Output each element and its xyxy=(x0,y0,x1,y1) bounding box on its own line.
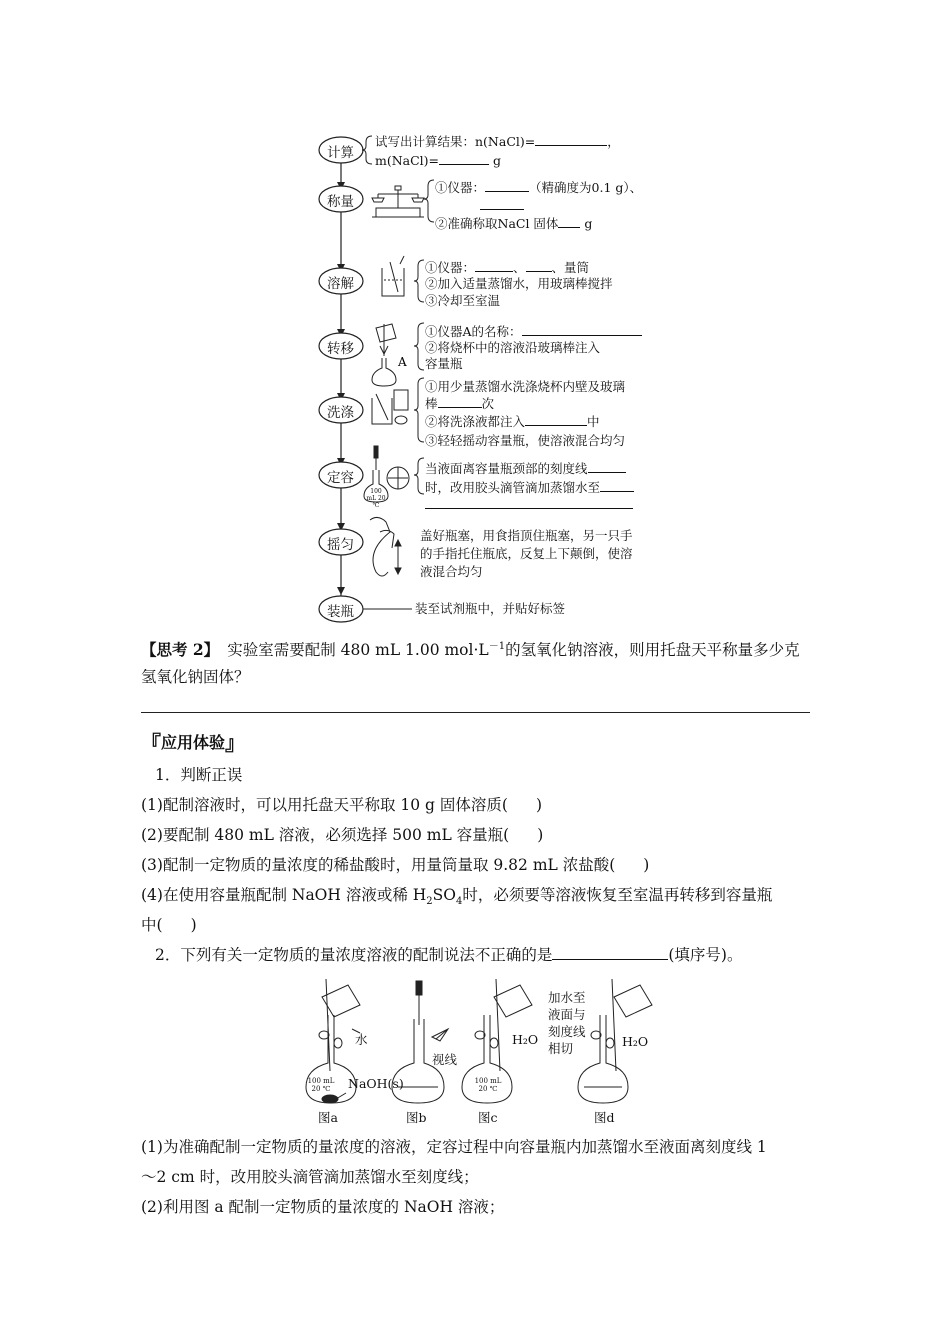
close-paren: ) xyxy=(535,796,542,814)
brace-wash xyxy=(414,378,424,442)
wash-text: 次 xyxy=(481,396,495,411)
q2-title xyxy=(155,944,742,966)
q1-item-3 xyxy=(141,854,649,876)
balance-icon xyxy=(372,186,424,217)
wash-text: ②将洗涤液都注入 xyxy=(425,414,526,429)
flow-arrow-7 xyxy=(337,587,345,595)
think2-text: 的氢氧化钠溶液，则用托盘天平称量多少克 xyxy=(505,641,800,660)
brace-transfer xyxy=(414,323,424,370)
q1-item-text: 中( xyxy=(141,916,163,934)
caption-fig-a: 图a xyxy=(318,1110,338,1125)
q1-title: 1．判断正误 xyxy=(155,766,243,784)
section-divider xyxy=(141,712,810,713)
step-label-transfer: 转移 xyxy=(327,341,354,357)
think2-line-2: 氢氧化钠固体？ xyxy=(141,668,250,686)
answer-blank xyxy=(438,394,482,408)
beaker-icon xyxy=(382,256,404,296)
fig-d-note-4: 相切 xyxy=(548,1041,574,1056)
answer-blank xyxy=(558,214,580,228)
answer-blank xyxy=(439,151,489,165)
close-paren: ) xyxy=(190,916,197,934)
wash-line-4: ③轻轻摇动容量瓶，使溶液混合均匀 xyxy=(425,433,626,448)
q1-item-4: (4)在使用容量瓶配制 NaOH 溶液或稀 $H_2SO_4$时，必须要等溶液恢复至室温再转移到容量瓶 xyxy=(141,886,773,908)
step-label-wash: 洗涤 xyxy=(327,405,354,421)
dissolve-text: 、量筒 xyxy=(551,260,590,275)
brace-dissolve xyxy=(414,260,424,302)
wash-text: 中 xyxy=(587,414,600,429)
transfer-apparatus-icon xyxy=(372,324,396,386)
calc-line-2 xyxy=(375,151,501,169)
fig-d-water-label: H₂O xyxy=(622,1034,649,1049)
caption-fig-b: 图b xyxy=(406,1110,427,1125)
weigh-text: ①仪器： xyxy=(435,180,486,195)
q2-item-1-line-2: ～2 cm 时，改用胶头滴管滴加蒸馏水至刻度线； xyxy=(141,1168,479,1186)
q1-item-text: (1)配制溶液时，可以用托盘天平称取 10 g 固体溶质( xyxy=(141,796,508,814)
experiment-figures xyxy=(290,975,670,1125)
fig-d-note-1: 加水至 xyxy=(548,990,586,1005)
step-label-shake: 摇匀 xyxy=(327,537,354,553)
step-label-calc: 计算 xyxy=(327,145,354,161)
q1-item-4-line-2 xyxy=(141,914,197,936)
shake-line-1: 盖好瓶塞，用食指顶住瓶塞，另一只手 xyxy=(420,528,633,543)
q1-item-1 xyxy=(141,794,542,816)
fig-c-water-label: H₂O xyxy=(512,1032,539,1047)
q1-item-text: 时，必须要等溶液恢复至室温再转移到容量瓶 xyxy=(462,886,773,904)
fig-c-flask-label: 100 mL 20 ℃ xyxy=(474,1077,502,1093)
answer-blank xyxy=(522,322,642,336)
constant-volume-line-1 xyxy=(425,459,626,477)
fig-d-note-3: 刻度线 xyxy=(548,1024,586,1039)
q1-item-text: (4)在使用容量瓶配制 NaOH 溶液或稀 H xyxy=(141,886,427,904)
q2-text: (填序号)。 xyxy=(668,946,743,964)
weigh-line-1 xyxy=(435,178,642,196)
step-label-dissolve: 溶解 xyxy=(327,276,354,292)
answer-blank xyxy=(525,412,587,426)
dissolve-line-2: ②加入适量蒸馏水，用玻璃棒搅拌 xyxy=(425,276,613,291)
wash-text: 棒 xyxy=(425,396,438,411)
answer-blank xyxy=(526,258,552,272)
answer-blank xyxy=(485,178,529,192)
constant-volume-line-2 xyxy=(425,478,634,496)
transfer-label-a: A xyxy=(398,355,407,369)
calc-text: ， xyxy=(607,134,620,149)
step-label-weigh: 称量 xyxy=(327,194,354,210)
wash-apparatus-icon xyxy=(372,390,408,424)
think2-text: 实验室需要配制 480 mL 1.00 mol·L xyxy=(227,641,489,660)
bottle-line-1: 装至试剂瓶中，并贴好标签 xyxy=(415,601,566,616)
q1-item-text: (2)要配制 480 mL 溶液，必须选择 500 mL 容量瓶( xyxy=(141,826,510,844)
q2-text: 2．下列有关一定物质的量浓度溶液的配制说法不正确的是 xyxy=(155,946,553,964)
close-paren: ) xyxy=(537,826,544,844)
transfer-line-3: 容量瓶 xyxy=(425,356,463,371)
wash-line-2 xyxy=(425,394,494,412)
brace-weigh xyxy=(424,180,434,222)
answer-blank xyxy=(588,459,626,473)
dissolve-line-3: ③冷却至室温 xyxy=(425,293,501,308)
think2-label: 【思考 2】 xyxy=(141,640,220,660)
shake-line-3: 液混合均匀 xyxy=(420,564,483,579)
fig-a-naoh-label: NaOH(s) xyxy=(348,1076,404,1091)
dissolve-text: 、 xyxy=(513,260,526,275)
q1-item-2 xyxy=(141,824,543,846)
fig-a-water-label: 水 xyxy=(355,1032,368,1047)
shake-hands-icon xyxy=(370,517,401,576)
answer-blank xyxy=(535,132,607,146)
weigh-text: ②准确称取NaCl 固体 xyxy=(435,216,559,231)
answer-blank xyxy=(552,944,668,960)
answer-blank xyxy=(475,258,513,272)
q2-item-2: (2)利用图 a 配制一定物质的量浓度的 NaOH 溶液； xyxy=(141,1198,505,1216)
dissolve-line-1 xyxy=(425,258,589,276)
wash-line-1: ①用少量蒸馏水洗涤烧杯内壁及玻璃 xyxy=(425,379,626,394)
step-label-constant-volume: 定容 xyxy=(327,470,354,486)
step-label-bottle: 装瓶 xyxy=(327,604,354,620)
shake-line-2: 的手指托住瓶底，反复上下颠倒，使溶 xyxy=(420,546,633,561)
brace-constant-volume xyxy=(414,458,424,494)
transfer-line-1 xyxy=(425,322,642,340)
calc-text: m(NaCl)= xyxy=(375,153,440,168)
wash-line-3 xyxy=(425,412,600,430)
section-title: 『应用体验』 xyxy=(141,731,246,755)
calc-text: 试写出计算结果：n(NaCl)= xyxy=(375,134,536,149)
think2-sup: －1 xyxy=(488,641,506,652)
small-flask-label: 100 mL 20 ℃ xyxy=(366,488,386,509)
transfer-line-2: ②将烧杯中的溶液沿玻璃棒注入 xyxy=(425,340,601,355)
answer-blank xyxy=(480,196,524,210)
section-title-text: 应用体验 xyxy=(161,733,226,752)
dissolve-text: ①仪器： xyxy=(425,260,476,275)
constant-volume-text: 时，改用胶头滴管滴加蒸馏水至 xyxy=(425,480,601,495)
think2-line-1 xyxy=(141,636,800,661)
q1-item-text: (3)配制一定物质的量浓度的稀盐酸时，用量筒量取 9.82 mL 浓盐酸( xyxy=(141,856,616,874)
caption-fig-c: 图c xyxy=(478,1110,498,1125)
caption-fig-d: 图d xyxy=(594,1110,615,1125)
weigh-line-3 xyxy=(435,214,592,232)
weigh-line-2 xyxy=(480,196,524,214)
fig-d-note-2: 液面与 xyxy=(548,1007,586,1022)
q1-item-text: SO xyxy=(432,886,456,904)
close-paren: ) xyxy=(643,856,650,874)
constant-volume-text: 当液面离容量瓶颈部的刻度线 xyxy=(425,461,588,476)
answer-blank xyxy=(600,478,634,492)
fig-a-flask-label: 100 mL 20 ℃ xyxy=(307,1077,335,1093)
q2-item-1: (1)为准确配制一定物质的量浓度的溶液，定容过程中向容量瓶内加蒸馏水至液面离刻度线 1 xyxy=(141,1138,767,1156)
fig-b-sightline-label: 视线 xyxy=(432,1052,458,1067)
calc-line-1 xyxy=(375,132,620,150)
weigh-text: g xyxy=(584,216,593,231)
transfer-text: ①仪器A的名称： xyxy=(425,324,522,339)
calc-text: g xyxy=(493,153,502,168)
constant-volume-blank-line xyxy=(425,508,633,509)
weigh-text: （精确度为0.1 g）、 xyxy=(529,180,643,195)
brace-calc xyxy=(362,136,372,164)
